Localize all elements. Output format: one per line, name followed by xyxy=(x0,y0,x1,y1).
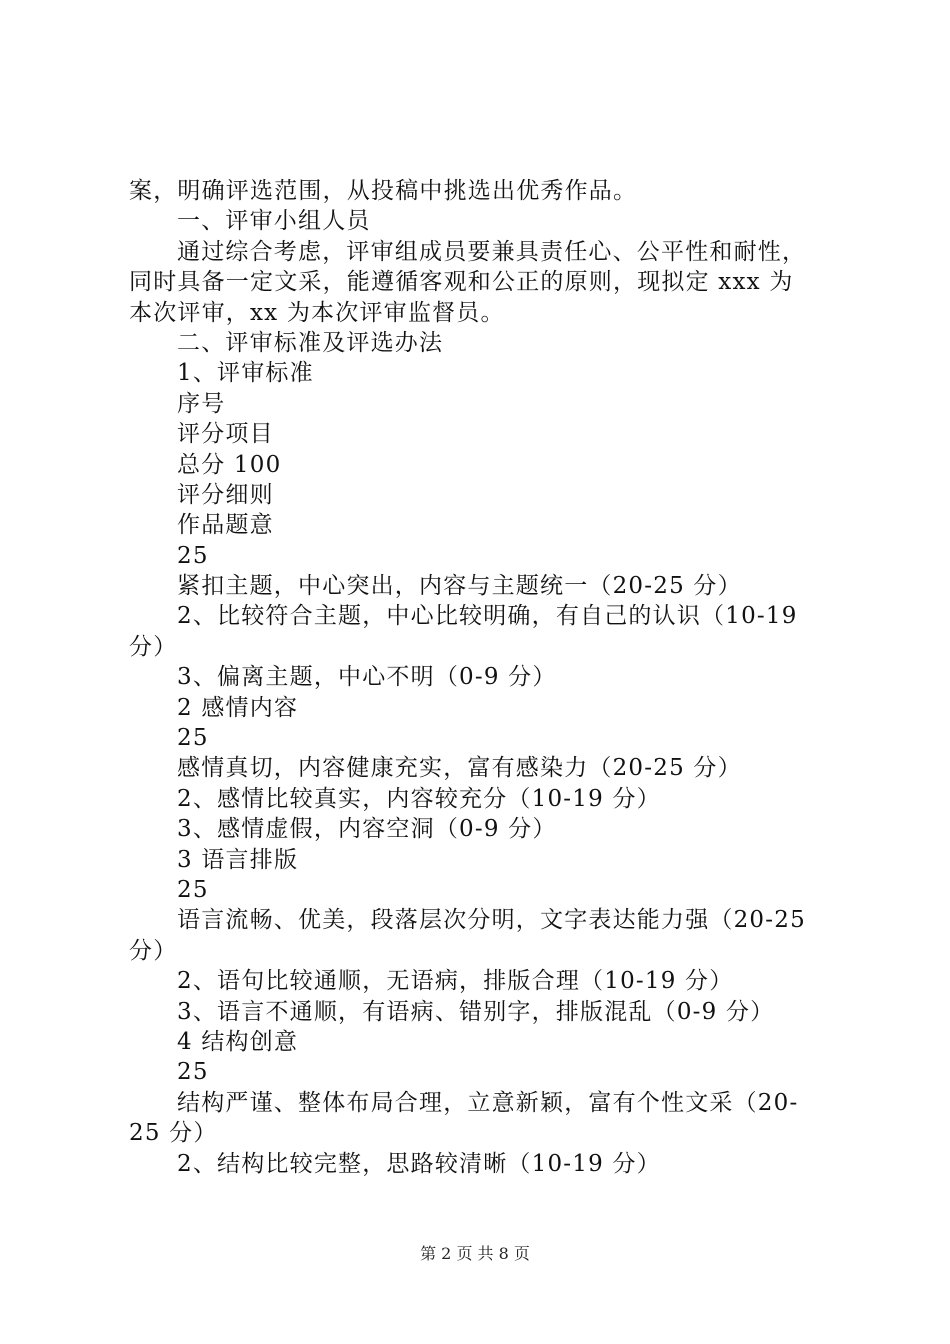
document-body xyxy=(129,176,834,1179)
text-line: 语言流畅、优美，段落层次分明，文字表达能力强（20-25 xyxy=(177,907,806,934)
text-line: 总分 100 xyxy=(177,451,282,478)
text-line: 二、评审标准及评选办法 xyxy=(177,329,444,356)
text-line: 2 感情内容 xyxy=(177,694,299,721)
text-line: 紧扣主题，中心突出，内容与主题统一（20-25 分） xyxy=(177,573,742,600)
text-line: 分） xyxy=(129,633,178,660)
text-line: 同时具备一定文采，能遵循客观和公正的原则，现拟定 xxx 为 xyxy=(129,269,794,296)
text-line: 评分细则 xyxy=(177,481,274,508)
text-line: 2、结构比较完整，思路较清晰（10-19 分） xyxy=(177,1150,661,1177)
text-line: 25 xyxy=(177,542,209,569)
text-line: 3 语言排版 xyxy=(177,846,299,873)
text-line: 评分项目 xyxy=(177,421,274,448)
page-footer: 第 2 页 共 8 页 xyxy=(420,1244,530,1263)
text-line: 本次评审，xx 为本次评审监督员。 xyxy=(129,299,505,326)
text-line: 2、比较符合主题，中心比较明确，有自己的认识（10-19 xyxy=(177,603,798,630)
text-line: 2、感情比较真实，内容较充分（10-19 分） xyxy=(177,785,661,812)
text-line: 分） xyxy=(129,937,178,964)
text-line: 25 分） xyxy=(129,1120,218,1147)
text-line: 1、评审标准 xyxy=(177,360,314,387)
text-line: 作品题意 xyxy=(177,512,274,539)
text-line: 序号 xyxy=(177,390,226,417)
text-line: 通过综合考虑，评审组成员要兼具责任心、公平性和耐性， xyxy=(177,238,807,265)
text-line: 3、偏离主题，中心不明（0-9 分） xyxy=(177,664,557,691)
text-line: 25 xyxy=(177,876,209,903)
text-line: 4 结构创意 xyxy=(177,1028,299,1055)
text-line: 结构严谨、整体布局合理，立意新颖，富有个性文采（20- xyxy=(177,1089,799,1116)
text-line: 25 xyxy=(177,725,209,752)
text-line: 2、语句比较通顺，无语病，排版合理（10-19 分） xyxy=(177,968,734,995)
text-line: 3、感情虚假，内容空洞（0-9 分） xyxy=(177,816,557,843)
text-line: 感情真切，内容健康充实，富有感染力（20-25 分） xyxy=(177,755,742,782)
text-line: 3、语言不通顺，有语病、错别字，排版混乱（0-9 分） xyxy=(177,998,775,1025)
text-line: 25 xyxy=(177,1059,209,1086)
text-line: 一、评审小组人员 xyxy=(177,208,371,235)
text-line: 案，明确评选范围，从投稿中挑选出优秀作品。 xyxy=(129,178,638,204)
